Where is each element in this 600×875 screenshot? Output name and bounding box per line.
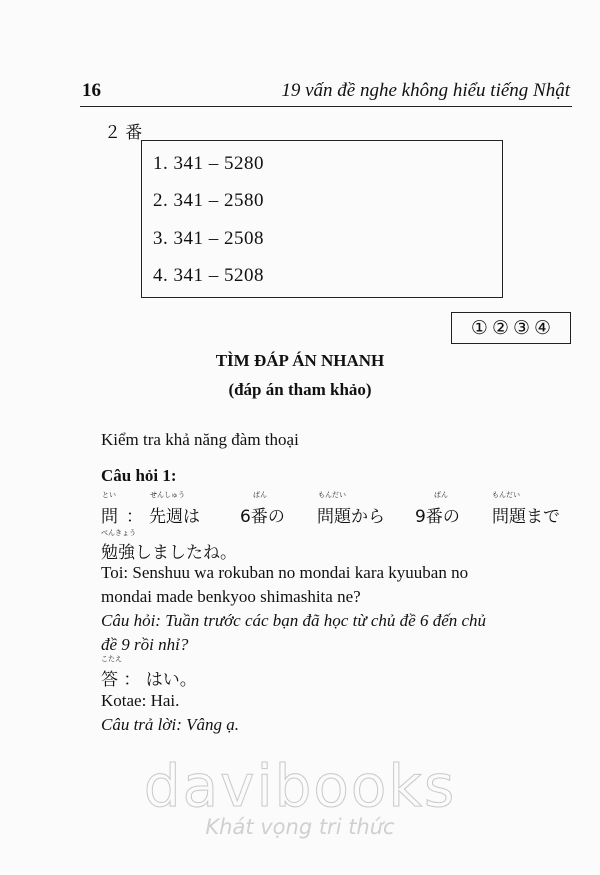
- header-divider: [80, 106, 572, 107]
- watermark-brand: davibooks: [143, 752, 457, 820]
- running-title: 19 vấn đề nghe không hiểu tiếng Nhật: [281, 80, 570, 101]
- answer-option-1: ①: [470, 317, 488, 339]
- watermark-tagline: Khát vọng tri thức: [205, 815, 395, 839]
- choice-2: 2. 341 – 2580: [153, 190, 264, 211]
- answer-option-2: ②: [491, 317, 509, 339]
- choice-box: [141, 140, 503, 298]
- jp-6-ban-no: 6番の: [240, 507, 285, 527]
- furigana-mondai-2: もんだい: [492, 491, 520, 499]
- choice-4: 4. 341 – 5208: [153, 265, 264, 286]
- jp-toi: 問: [101, 507, 118, 527]
- jp-mondai-made: 問題まで: [492, 507, 560, 527]
- jp-answer: 答 ： はい。: [101, 670, 197, 690]
- section-subtitle: (đáp án tham khảo): [228, 380, 372, 399]
- jp-colon: ：: [126, 507, 143, 527]
- jp-9-ban-no: 9番の: [415, 507, 460, 527]
- furigana-benkyou: べんきょう: [101, 529, 136, 537]
- romaji-line-2: mondai made benkyoo shimashita ne?: [101, 587, 361, 606]
- jp-senshuu-wa: 先週は: [149, 507, 200, 527]
- answer-option-4: ④: [534, 317, 552, 339]
- furigana-mondai: もんだい: [318, 491, 346, 499]
- question-number-label: ２ 番: [104, 123, 143, 142]
- furigana-ban: ばん: [253, 491, 267, 499]
- furigana-senshuu: せんしゅう: [150, 491, 185, 499]
- answer-options-box: [451, 312, 571, 344]
- furigana-kotae: こたえ: [101, 655, 122, 663]
- question-1-heading: Câu hỏi 1:: [101, 466, 177, 485]
- vietnamese-line-1: Câu hỏi: Tuần trước các bạn đã học từ chủ đề 6 đến chủ: [101, 611, 487, 630]
- answer-vietnamese: Câu trả lời: Vâng ạ.: [101, 715, 239, 734]
- furigana-ban-2: ばん: [434, 491, 448, 499]
- page-number: 16: [82, 80, 101, 101]
- furigana-toi: とい: [102, 491, 116, 499]
- section-title: TÌM ĐÁP ÁN NHANH: [215, 351, 385, 370]
- choice-1: 1. 341 – 5280: [153, 153, 264, 174]
- vietnamese-line-2: đề 9 rồi nhỉ?: [101, 635, 189, 654]
- choice-3: 3. 341 – 2508: [153, 228, 264, 249]
- jp-line-2: 勉強しましたね。: [101, 543, 237, 563]
- jp-mondai-kara: 問題から: [317, 507, 385, 527]
- section-intro: Kiểm tra khả năng đàm thoại: [101, 430, 299, 449]
- romaji-line-1: Toi: Senshuu wa rokuban no mondai kara kyuuban no: [101, 563, 469, 582]
- answer-option-3: ③: [513, 317, 531, 339]
- answer-romaji: Kotae: Hai.: [101, 691, 180, 710]
